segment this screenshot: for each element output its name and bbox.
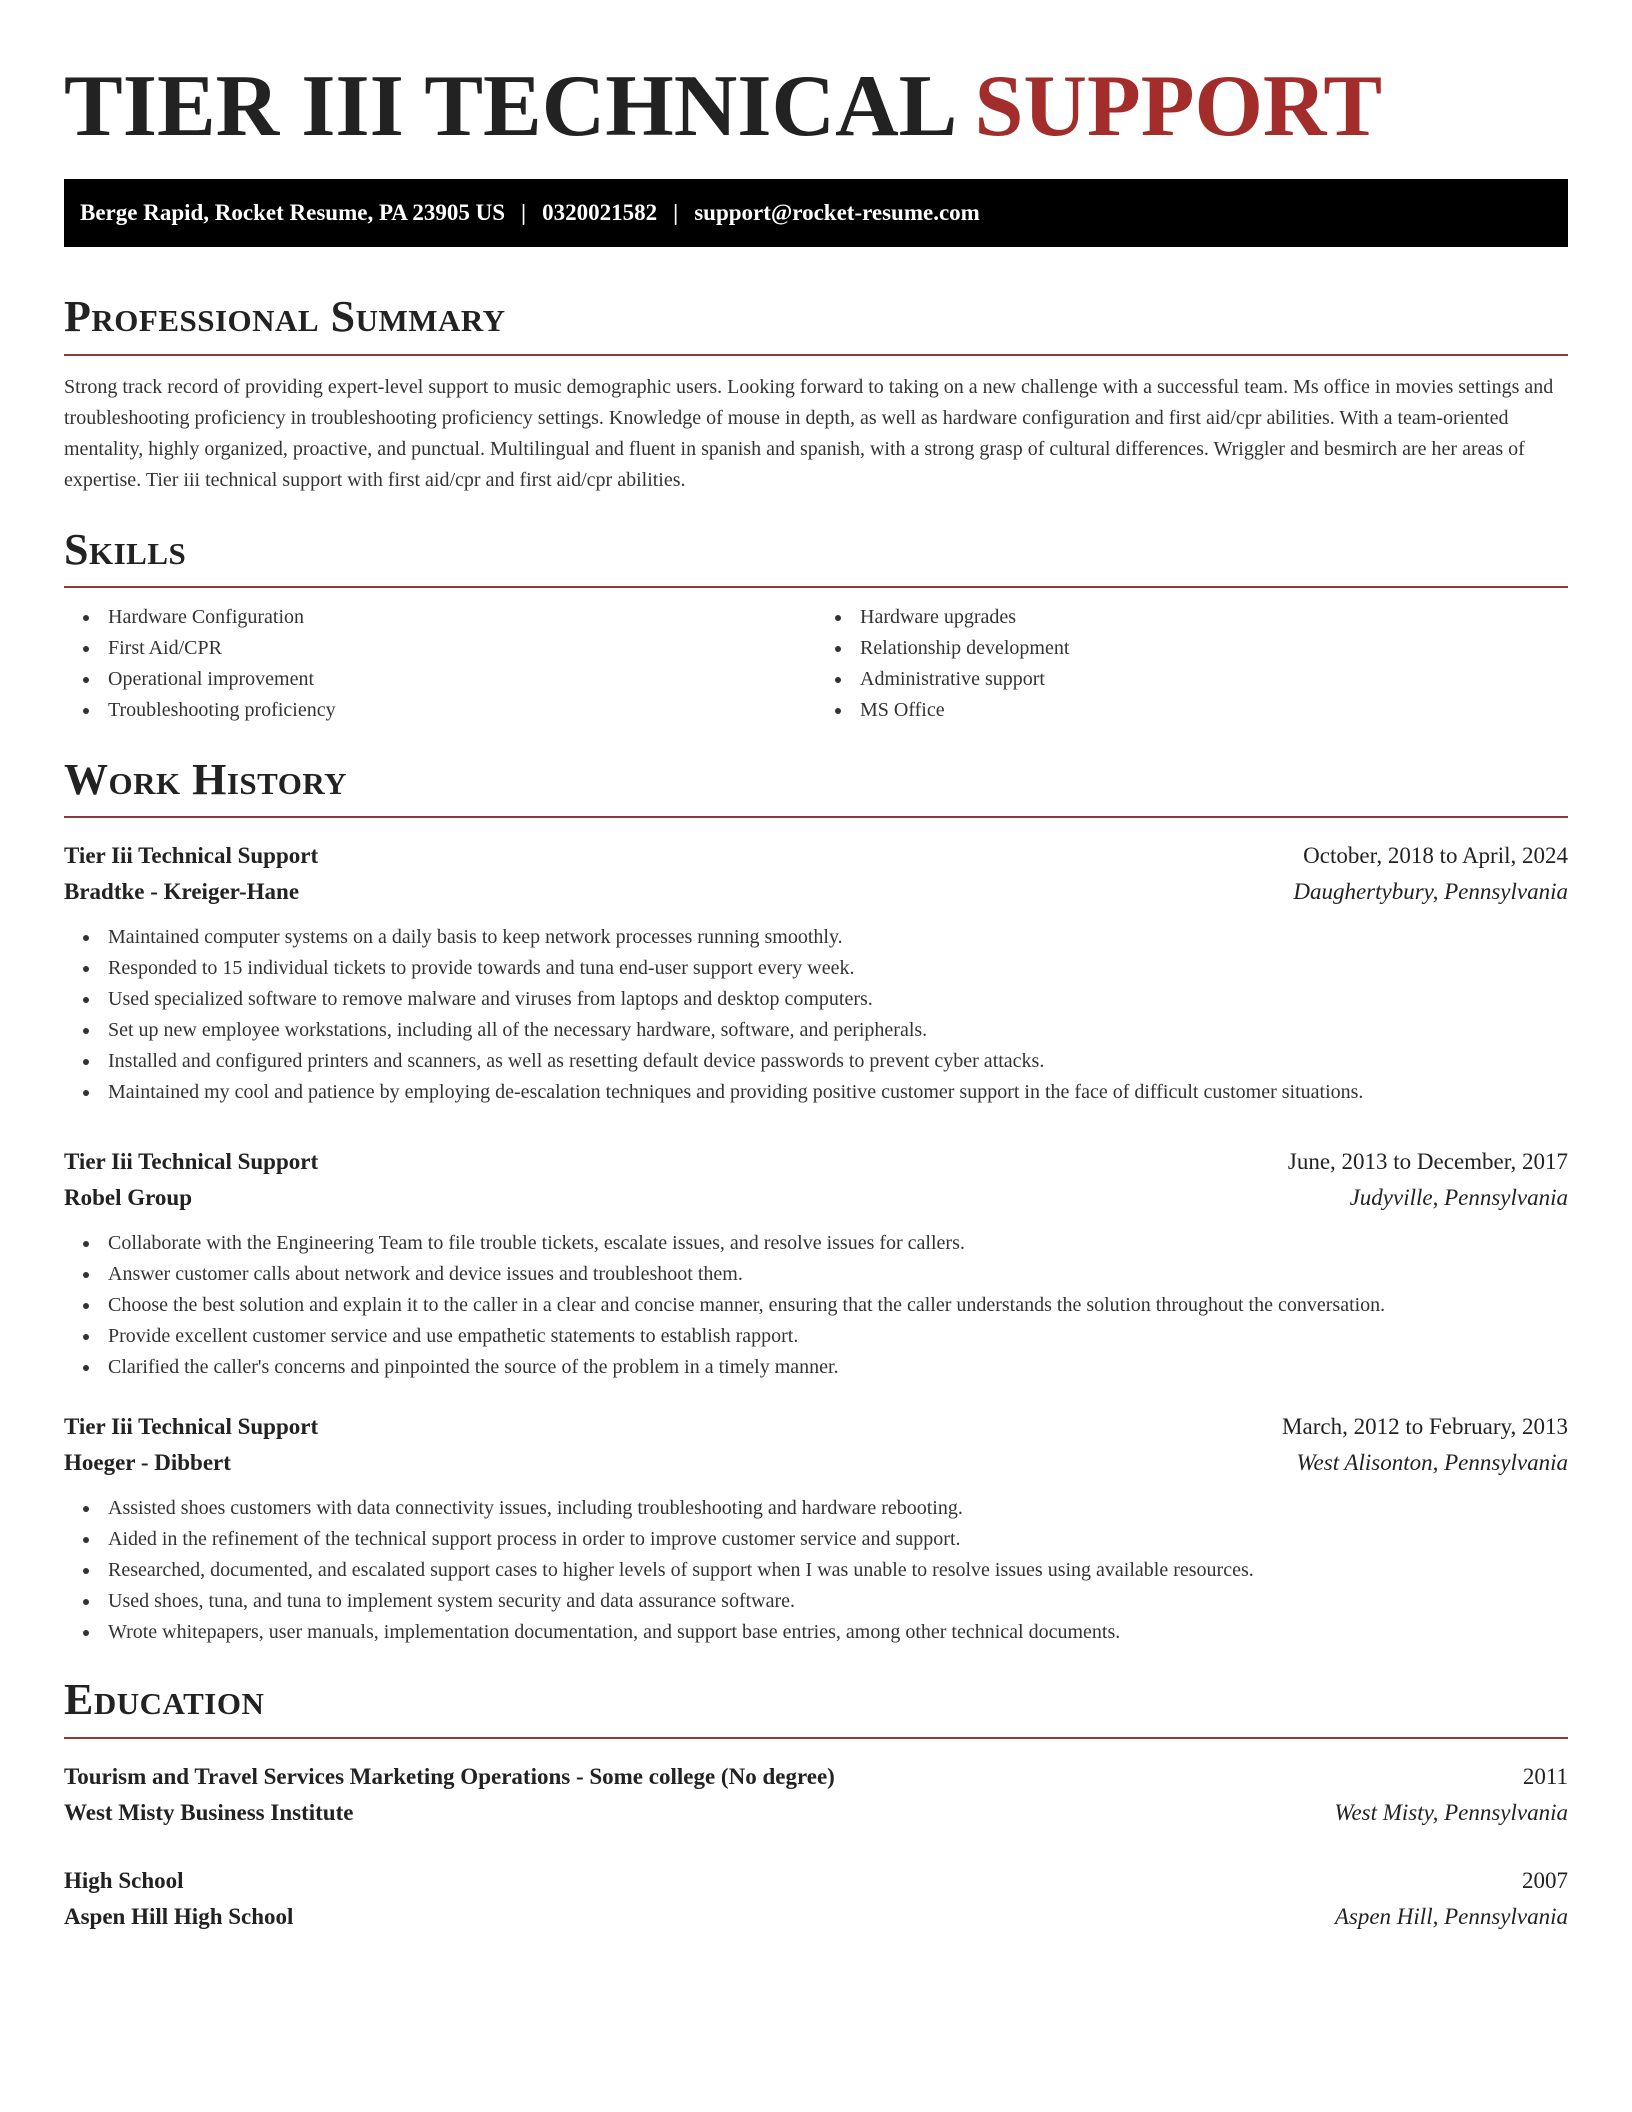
- skill-item: Administrative support: [860, 664, 1568, 695]
- job-bullet: Maintained computer systems on a daily basis to keep network processes running smoothly.: [108, 922, 1568, 953]
- job-bullet: Used shoes, tuna, and tuna to implement system security and data assurance software.: [108, 1586, 1568, 1617]
- education-subheader: [64, 1795, 1568, 1831]
- education-year: 2011: [1522, 1763, 1568, 1789]
- education-header: [64, 1863, 1568, 1899]
- job-bullets: [64, 922, 1568, 1108]
- skills-column-right: [816, 602, 1568, 726]
- contact-separator: |: [521, 200, 527, 226]
- title-accent: SUPPORT: [974, 58, 1383, 155]
- job-bullet: Wrote whitepapers, user manuals, implementation documentation, and support base entries, among other technical documents.: [108, 1617, 1568, 1648]
- education-entry: [64, 1759, 1568, 1831]
- job-dates: March, 2012 to February, 2013: [1282, 1414, 1568, 1440]
- education-degree: High School: [64, 1867, 184, 1893]
- job-role: Tier Iii Technical Support: [64, 843, 319, 869]
- job-dates: June, 2013 to December, 2017: [1287, 1149, 1568, 1175]
- job-header: [64, 1409, 1568, 1445]
- education-subheader: [64, 1899, 1568, 1935]
- contact-separator: |: [673, 200, 679, 226]
- education-header: [64, 1759, 1568, 1795]
- education-location: Aspen Hill, Pennsylvania: [1334, 1903, 1568, 1929]
- contact-bar: [64, 179, 1568, 247]
- skill-item: Hardware upgrades: [860, 602, 1568, 633]
- job-bullet: Responded to 15 individual tickets to provide towards and tuna end-user support every week.: [108, 953, 1568, 984]
- job-bullet: Provide excellent customer service and use empathetic statements to establish rapport.: [108, 1321, 1568, 1352]
- job-bullet: Clarified the caller's concerns and pinpointed the source of the problem in a timely manner.: [108, 1352, 1568, 1383]
- education-year: 2007: [1522, 1867, 1568, 1893]
- job-header: [64, 838, 1568, 874]
- job-bullet: Aided in the refinement of the technical support process in order to improve customer service and support.: [108, 1524, 1568, 1555]
- job-bullet: Answer customer calls about network and device issues and troubleshoot them.: [108, 1259, 1568, 1290]
- skill-item: Troubleshooting proficiency: [108, 695, 816, 726]
- job-subheader: [64, 1445, 1568, 1481]
- title-main: TIER III TECHNICAL: [64, 58, 953, 155]
- job-subheader: [64, 1180, 1568, 1216]
- job-bullet: Choose the best solution and explain it to the caller in a clear and concise manner, ensuring that the caller understands the solution throughout the conversation.: [108, 1290, 1568, 1321]
- job-company: Robel Group: [64, 1185, 193, 1211]
- skills-column-left: [64, 602, 816, 726]
- job-bullet: Collaborate with the Engineering Team to file trouble tickets, escalate issues, and resolve issues for callers.: [108, 1228, 1568, 1259]
- job-bullet: Installed and configured printers and scanners, as well as resetting default device passwords to prevent cyber attacks.: [108, 1046, 1568, 1077]
- education-location: West Misty, Pennsylvania: [1334, 1799, 1568, 1825]
- education-school: West Misty Business Institute: [64, 1799, 354, 1825]
- section-divider: [64, 354, 1568, 356]
- job-entry: [64, 1144, 1568, 1383]
- section-title-education: Education: [64, 1675, 265, 1725]
- resume-title: [64, 56, 1568, 157]
- job-bullets: [64, 1493, 1568, 1648]
- contact-email: support@rocket-resume.com: [694, 200, 980, 226]
- job-bullet: Researched, documented, and escalated support cases to higher levels of support when I was unable to resolve issues using available resources.: [108, 1555, 1568, 1586]
- job-company: Bradtke - Kreiger-Hane: [64, 879, 300, 905]
- job-bullet: Used specialized software to remove malware and viruses from laptops and desktop computers.: [108, 984, 1568, 1015]
- skill-item: MS Office: [860, 695, 1568, 726]
- skill-item: Operational improvement: [108, 664, 816, 695]
- job-location: West Alisonton, Pennsylvania: [1296, 1450, 1568, 1476]
- job-subheader: [64, 874, 1568, 910]
- summary-text: Strong track record of providing expert-level support to music demographic users. Looking forward to taking on a new challenge with a successful team. Ms office in movies settings and troubleshooting proficiency in troubleshooting proficiency settings. Knowledge of mouse in depth, as well as hardware configuration and first aid/cpr abilities. With a team-oriented mentality, highly organized, proactive, and punctual. Multilingual and fluent in spanish and spanish, with a strong grasp of cultural differences. Wriggler and besmirch are her areas of expertise. Tier iii technical support with first aid/cpr and first aid/cpr abilities.: [64, 375, 1554, 491]
- job-location: Judyville, Pennsylvania: [1349, 1185, 1568, 1211]
- contact-phone: 0320021582: [542, 200, 658, 226]
- job-location: Daughertybury, Pennsylvania: [1293, 879, 1568, 905]
- contact-address: Berge Rapid, Rocket Resume, PA 23905 US: [80, 200, 506, 226]
- job-company: Hoeger - Dibbert: [64, 1450, 231, 1476]
- skills-list: [64, 602, 1568, 726]
- section-title-summary: Professional Summary: [64, 292, 506, 342]
- job-role: Tier Iii Technical Support: [64, 1414, 319, 1440]
- section-divider: [64, 1737, 1568, 1739]
- job-dates: October, 2018 to April, 2024: [1303, 843, 1568, 869]
- job-entry: [64, 838, 1568, 1108]
- job-bullet: Assisted shoes customers with data connectivity issues, including troubleshooting and hardware rebooting.: [108, 1493, 1568, 1524]
- education-entry: [64, 1863, 1568, 1935]
- job-bullets: [64, 1228, 1568, 1383]
- section-title-skills: Skills: [64, 524, 187, 574]
- skill-item: First Aid/CPR: [108, 633, 816, 664]
- job-header: [64, 1144, 1568, 1180]
- section-title-work: Work History: [64, 754, 348, 804]
- education-school: Aspen Hill High School: [64, 1903, 294, 1929]
- job-entry: [64, 1409, 1568, 1648]
- skill-item: Relationship development: [860, 633, 1568, 664]
- section-divider: [64, 816, 1568, 818]
- education-degree: Tourism and Travel Services Marketing Operations - Some college (No degree): [64, 1763, 835, 1789]
- job-bullet: Maintained my cool and patience by employing de-escalation techniques and providing positive customer support in the face of difficult customer situations.: [108, 1077, 1568, 1108]
- section-divider: [64, 586, 1568, 588]
- job-bullet: Set up new employee workstations, including all of the necessary hardware, software, and peripherals.: [108, 1015, 1568, 1046]
- skill-item: Hardware Configuration: [108, 602, 816, 633]
- job-role: Tier Iii Technical Support: [64, 1149, 319, 1175]
